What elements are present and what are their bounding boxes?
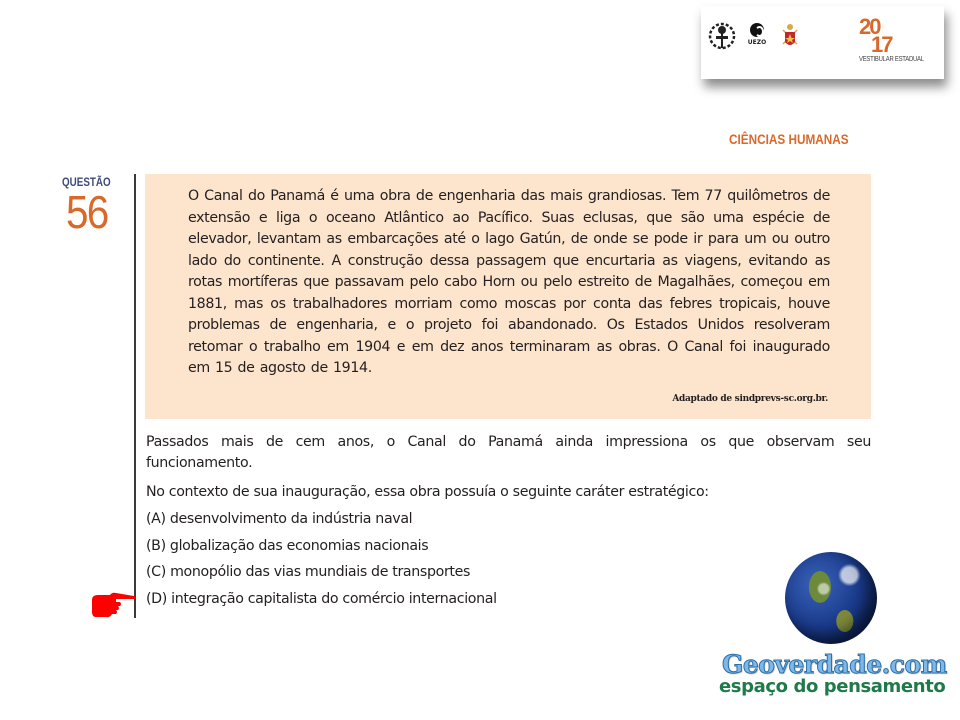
year-bottom: 17 bbox=[871, 32, 892, 57]
option-a[interactable]: (A) desenvolvimento da indústria naval bbox=[146, 511, 413, 527]
watermark-tagline: espaço do pensamento bbox=[719, 676, 946, 697]
section-title: CIÊNCIAS HUMANAS bbox=[729, 131, 849, 147]
passage-source: Adaptado de sindprevs-sc.org.br. bbox=[672, 394, 828, 404]
question-divider bbox=[134, 174, 136, 618]
uerj-seal-icon bbox=[707, 20, 737, 52]
question-label: QUESTÃO bbox=[62, 175, 111, 189]
option-d[interactable]: (D) integração capitalista do comércio internacional bbox=[146, 591, 497, 607]
uezo-logo: UEZO bbox=[745, 23, 769, 53]
year-top: 20 bbox=[859, 14, 880, 39]
option-c[interactable]: (C) monopólio das vias mundiais de transportes bbox=[146, 564, 471, 580]
vestibular-2017-logo bbox=[859, 14, 929, 64]
coat-of-arms-icon bbox=[781, 22, 799, 50]
vestibular-label: VESTIBULAR ESTADUAL bbox=[859, 56, 924, 63]
passage-text: O Canal do Panamá é uma obra de engenharia das mais grandiosas. Tem 77 quilômetros de extensão e liga o oceano Atlântico ao Pacífico. Suas eclusas, que são uma espécie de elevador, levantam as embarcações até o lago Gatún, de onde se pode ir para um ou outro lado do continente. A construção dessa passagem que encurtaria as viagens, evitando as rotas mortíferas que passavam pelo cabo Horn ou pelo estreito de Magalhães, começou em 1881, mas os trabalhadores morriam como moscas por conta das febres tropicais, houve problemas de engenharia, e o projeto foi abandonado. Os Estados Unidos resolveram retomar o trabalho em 1904 e em dez anos terminaram as obras. O Canal foi inaugurado em 15 de agosto de 1914. bbox=[188, 188, 830, 376]
exam-logos-banner bbox=[701, 6, 944, 79]
option-b[interactable]: (B) globalização das economias nacionais bbox=[146, 538, 429, 554]
passage-box bbox=[145, 174, 871, 419]
uezo-mark-icon bbox=[750, 23, 764, 37]
earth-globe-icon bbox=[785, 552, 877, 644]
question-stem-prompt: No contexto de sua inauguração, essa obra possuía o seguinte caráter estratégico: bbox=[146, 484, 709, 500]
question-number: 56 bbox=[66, 186, 108, 238]
question-stem-context: Passados mais de cem anos, o Canal do Panamá ainda impressiona os que observam seu funcionamento. bbox=[146, 434, 871, 471]
pointing-hand-icon bbox=[90, 590, 138, 620]
watermark-brand: Geoverdade.com bbox=[722, 650, 947, 679]
